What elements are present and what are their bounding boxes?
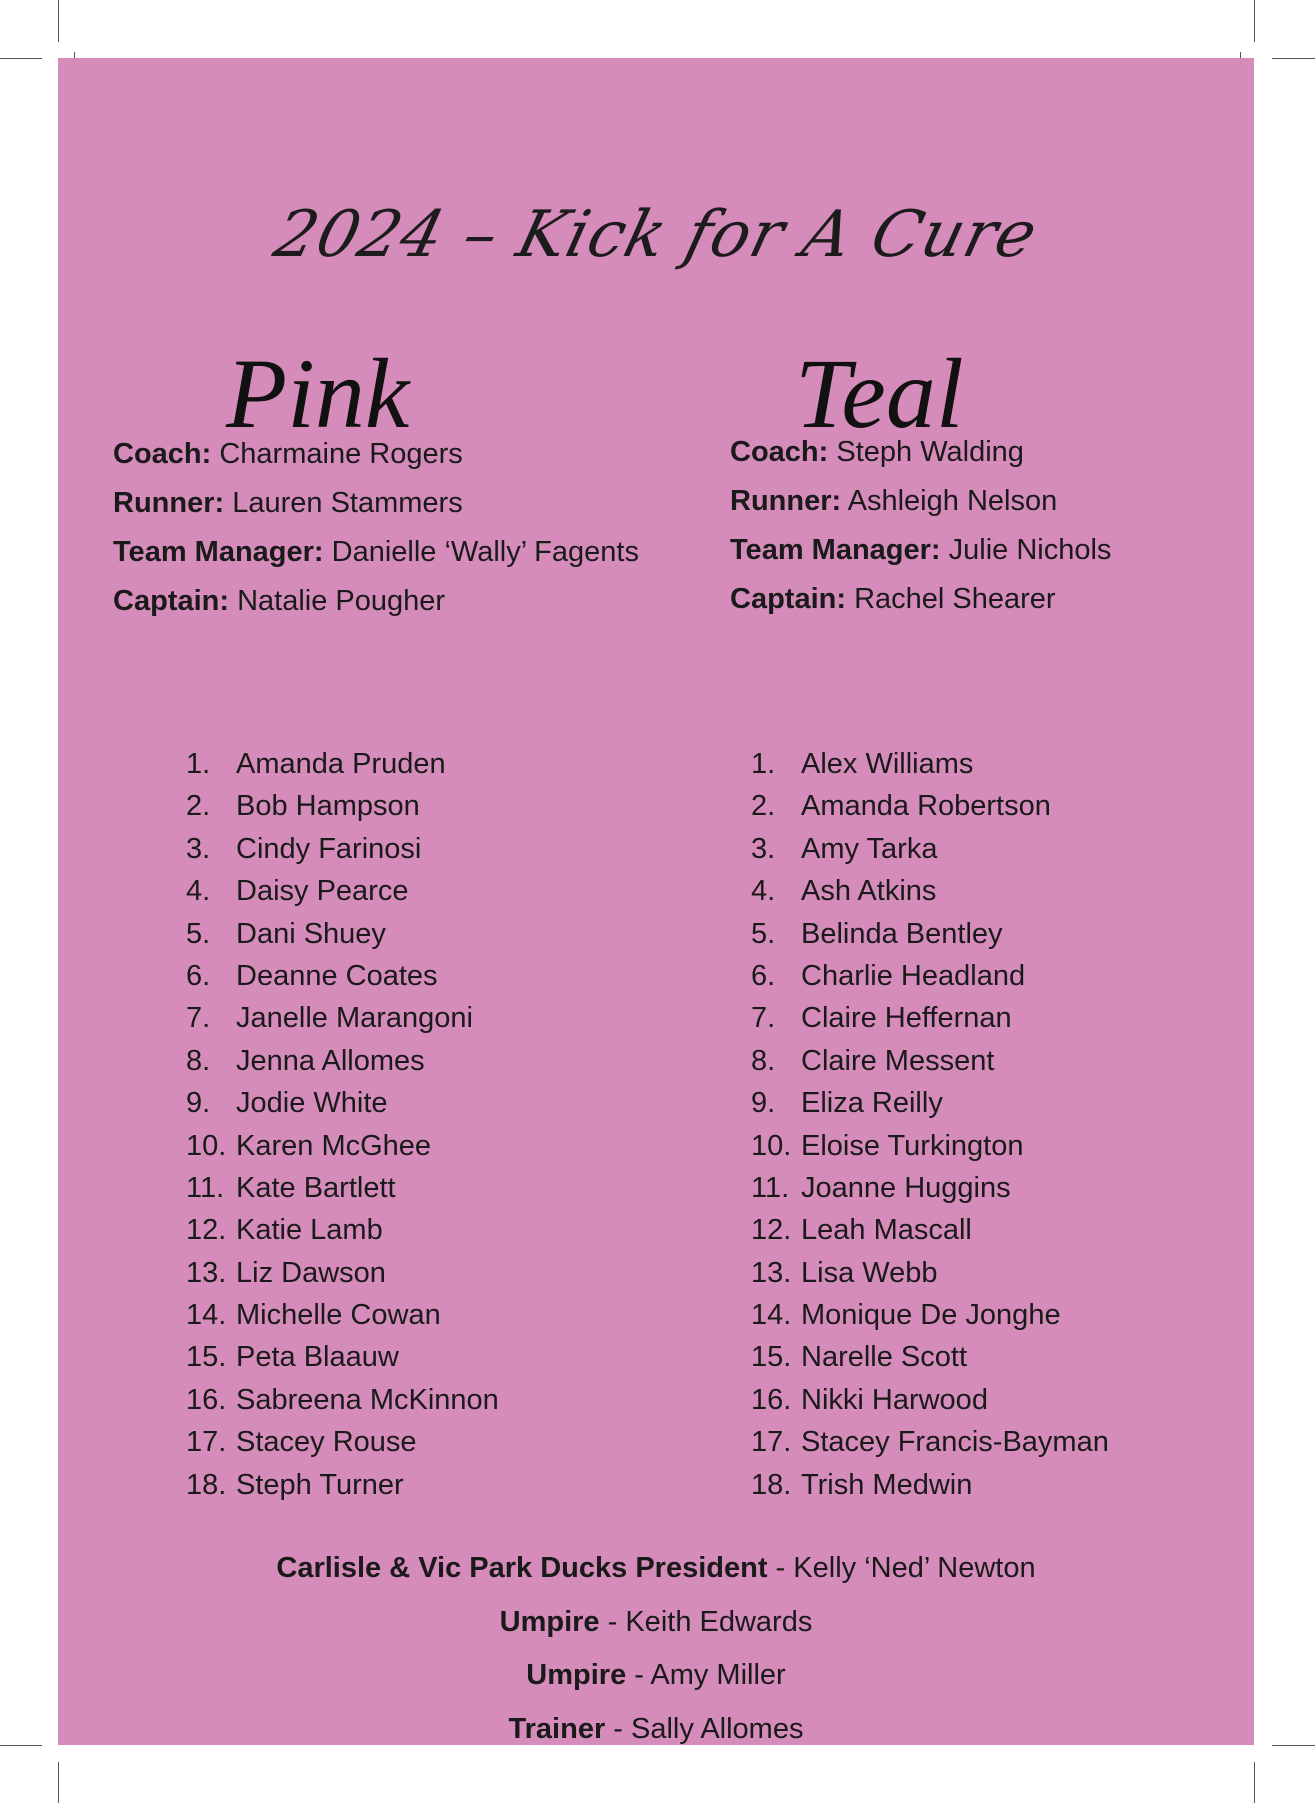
player-name: Claire Messent (801, 1044, 995, 1077)
player-name: Dani Shuey (236, 917, 386, 950)
crop-mark (1254, 1762, 1255, 1803)
player-name: Alex Williams (801, 748, 974, 780)
player-name: Michelle Cowan (236, 1299, 441, 1332)
official-president: Carlisle & Vic Park Ducks President - Kelly ‘Ned’ Newton (276, 1552, 1036, 1584)
player-list-item (186, 1469, 499, 1511)
player-number: 8. (186, 1044, 211, 1077)
player-list-item (751, 1341, 1109, 1383)
player-name: Ash Atkins (801, 875, 937, 908)
player-list-item (186, 1087, 499, 1129)
player-number: 1. (186, 748, 211, 780)
player-number: 15. (186, 1341, 227, 1374)
crop-mark (1272, 1745, 1315, 1746)
player-number: 10. (186, 1129, 227, 1162)
player-list-item (186, 1130, 499, 1172)
player-number: 14. (186, 1299, 227, 1332)
crop-mark (58, 1762, 59, 1803)
officials-list (58, 1552, 1254, 1766)
player-list-item (751, 1469, 1109, 1511)
player-name: Monique De Jonghe (801, 1299, 1061, 1332)
player-name: Amy Tarka (801, 832, 938, 865)
player-list-item (186, 1299, 499, 1341)
player-name: Charlie Headland (801, 959, 1026, 992)
player-name: Narelle Scott (801, 1341, 968, 1374)
official-umpire: Umpire - Amy Miller (526, 1659, 786, 1691)
player-number: 5. (186, 917, 211, 950)
player-name: Janelle Marangoni (236, 1002, 473, 1035)
official-umpire: Umpire - Keith Edwards (499, 1605, 813, 1638)
player-list-item (751, 748, 1109, 790)
player-name: Katie Lamb (236, 1214, 383, 1247)
player-list-item (186, 918, 499, 960)
staff-team-manager: Team Manager: Julie Nichols (730, 534, 1112, 566)
player-name: Trish Medwin (801, 1468, 973, 1501)
player-list-pink (186, 748, 499, 1511)
player-number: 13. (751, 1256, 792, 1289)
team-name-pink: Pink (226, 338, 410, 449)
player-number: 18. (186, 1468, 227, 1501)
player-number: 13. (186, 1256, 227, 1289)
player-list-item (751, 1299, 1109, 1341)
player-name: Sabreena McKinnon (236, 1383, 499, 1416)
player-list-item (751, 918, 1109, 960)
staff-captain: Captain: Natalie Pougher (113, 585, 446, 617)
player-number: 17. (751, 1426, 792, 1459)
crop-mark (1254, 0, 1255, 42)
player-name: Deanne Coates (236, 959, 438, 992)
staff-captain: Captain: Rachel Shearer (730, 583, 1056, 615)
player-list-item (751, 1384, 1109, 1426)
staff-list-teal (730, 438, 1111, 634)
crop-mark (1272, 58, 1315, 59)
player-number: 2. (751, 790, 776, 823)
player-name: Peta Blaauw (236, 1341, 399, 1374)
player-name: Daisy Pearce (236, 875, 409, 908)
player-list-item (186, 1214, 499, 1256)
player-list-item (186, 1172, 499, 1214)
player-name: Liz Dawson (236, 1256, 386, 1289)
player-list-teal (751, 748, 1109, 1511)
player-name: Kate Bartlett (236, 1171, 396, 1204)
crop-mark (58, 0, 59, 42)
player-list-item (186, 833, 499, 875)
player-list-item (751, 1214, 1109, 1256)
player-name: Lisa Webb (801, 1256, 938, 1289)
player-number: 6. (186, 959, 211, 992)
staff-runner: Runner: Ashleigh Nelson (730, 485, 1058, 517)
player-name: Joanne Huggins (801, 1171, 1011, 1204)
staff-list-pink (113, 440, 639, 636)
player-name: Leah Mascall (801, 1214, 972, 1247)
event-title: 2024 – Kick for A Cure (267, 198, 1045, 272)
player-number: 4. (751, 875, 776, 908)
player-number: 3. (751, 832, 776, 865)
player-name: Eliza Reilly (801, 1087, 943, 1120)
player-list-item (751, 1426, 1109, 1468)
player-list-item (751, 1002, 1109, 1044)
staff-coach: Coach: Steph Walding (730, 436, 1024, 468)
player-name: Stacey Rouse (236, 1426, 417, 1459)
player-list-item (751, 1045, 1109, 1087)
player-list-item (186, 875, 499, 917)
team-name-teal: Teal (795, 338, 964, 449)
player-list-item (751, 1172, 1109, 1214)
player-number: 10. (751, 1129, 792, 1162)
player-name: Eloise Turkington (801, 1129, 1024, 1162)
player-number: 16. (751, 1383, 792, 1416)
player-list-item (186, 1002, 499, 1044)
crop-mark (0, 58, 42, 59)
staff-coach: Coach: Charmaine Rogers (113, 438, 463, 470)
player-number: 1. (751, 748, 776, 780)
player-name: Claire Heffernan (801, 1002, 1012, 1035)
player-name: Amanda Pruden (236, 748, 446, 780)
staff-runner: Runner: Lauren Stammers (113, 487, 463, 519)
player-number: 12. (751, 1214, 792, 1247)
player-number: 11. (186, 1171, 225, 1204)
staff-team-manager: Team Manager: Danielle ‘Wally’ Fagents (113, 536, 639, 568)
player-list-item (186, 1045, 499, 1087)
player-list-item (751, 960, 1109, 1002)
player-list-item (186, 790, 499, 832)
team-sheet-card (58, 58, 1254, 1745)
player-list-item (751, 1130, 1109, 1172)
player-list-item (751, 875, 1109, 917)
player-number: 5. (751, 917, 776, 950)
player-list-item (186, 1257, 499, 1299)
player-name: Karen McGhee (236, 1129, 432, 1162)
player-number: 15. (751, 1341, 792, 1374)
player-number: 3. (186, 832, 211, 865)
player-list-item (751, 833, 1109, 875)
player-number: 7. (751, 1002, 776, 1035)
player-list-item (186, 1426, 499, 1468)
player-number: 6. (751, 959, 776, 992)
player-number: 11. (751, 1171, 790, 1204)
player-name: Belinda Bentley (801, 917, 1003, 950)
player-name: Bob Hampson (236, 790, 420, 823)
player-name: Jodie White (236, 1087, 388, 1120)
player-number: 14. (751, 1299, 792, 1332)
player-list-item (751, 1257, 1109, 1299)
player-name: Stacey Francis-Bayman (801, 1426, 1109, 1459)
player-name: Jenna Allomes (236, 1044, 425, 1077)
player-number: 18. (751, 1468, 792, 1501)
player-name: Amanda Robertson (801, 790, 1051, 823)
player-name: Cindy Farinosi (236, 832, 422, 865)
player-list-item (186, 1341, 499, 1383)
player-list-item (186, 960, 499, 1002)
player-number: 4. (186, 875, 211, 908)
player-list-item (186, 748, 499, 790)
player-number: 7. (186, 1002, 211, 1035)
player-list-item (186, 1384, 499, 1426)
player-number: 8. (751, 1044, 776, 1077)
player-number: 16. (186, 1383, 227, 1416)
player-number: 9. (751, 1087, 776, 1120)
player-list-item (751, 790, 1109, 832)
player-name: Nikki Harwood (801, 1383, 988, 1416)
player-number: 12. (186, 1214, 227, 1247)
player-list-item (751, 1087, 1109, 1129)
player-number: 9. (186, 1087, 211, 1120)
player-number: 2. (186, 790, 211, 823)
player-name: Steph Turner (236, 1468, 404, 1501)
player-number: 17. (186, 1426, 227, 1459)
crop-mark (0, 1745, 42, 1746)
official-trainer: Trainer - Sally Allomes (508, 1712, 804, 1745)
